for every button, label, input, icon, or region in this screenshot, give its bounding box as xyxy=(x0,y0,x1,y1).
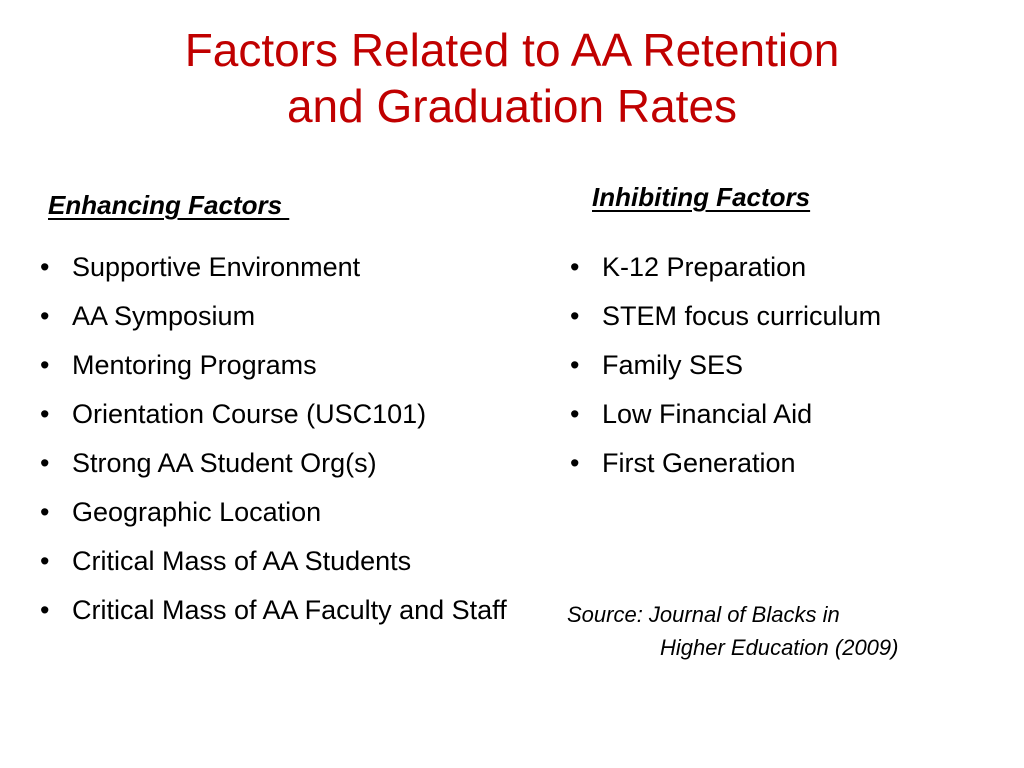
list-item-text: Critical Mass of AA Faculty and Staff xyxy=(72,595,507,625)
list-item xyxy=(26,545,546,577)
bullet-icon: • xyxy=(570,448,580,478)
bullet-icon: • xyxy=(40,497,50,527)
list-item-text: First Generation xyxy=(602,448,796,478)
list-item-text: Family SES xyxy=(602,350,744,380)
list-item xyxy=(26,594,512,626)
list-item xyxy=(556,349,996,381)
list-item-text: Critical Mass of AA Students xyxy=(72,546,412,576)
list-item xyxy=(556,251,996,283)
bullet-icon: • xyxy=(40,350,50,380)
inhibiting-factors-heading: Inhibiting Factors xyxy=(592,182,811,212)
list-item xyxy=(26,447,546,479)
bullet-icon: • xyxy=(40,448,50,478)
bullet-icon: • xyxy=(40,252,50,282)
bullet-icon: • xyxy=(40,595,50,625)
bullet-icon: • xyxy=(570,399,580,429)
list-item-text: AA Symposium xyxy=(72,301,256,331)
list-item xyxy=(556,447,996,479)
bullet-icon: • xyxy=(570,252,580,282)
source-citation-line-2: Higher Education (2009) xyxy=(660,635,899,660)
source-citation-line-1: Source: Journal of Blacks in xyxy=(567,602,840,627)
slide-title-line-2: and Graduation Rates xyxy=(286,80,738,132)
bullet-icon: • xyxy=(570,301,580,331)
list-item-text: STEM focus curriculum xyxy=(602,301,882,331)
list-item xyxy=(26,496,546,528)
list-item xyxy=(26,251,546,283)
list-item xyxy=(556,398,996,430)
bullet-icon: • xyxy=(40,546,50,576)
list-item xyxy=(26,300,546,332)
list-item-text: Supportive Environment xyxy=(72,252,361,282)
list-item xyxy=(26,349,546,381)
list-item xyxy=(556,300,996,332)
list-item-text: Mentoring Programs xyxy=(72,350,317,380)
slide-title xyxy=(0,22,1024,134)
list-item xyxy=(26,398,546,430)
list-item-text: Orientation Course (USC101) xyxy=(72,399,427,429)
source-citation xyxy=(567,598,898,664)
enhancing-factors-list xyxy=(26,251,546,643)
enhancing-factors-heading: Enhancing Factors xyxy=(48,190,290,220)
list-item-text: Geographic Location xyxy=(72,497,322,527)
bullet-icon: • xyxy=(40,301,50,331)
list-item-text: Strong AA Student Org(s) xyxy=(72,448,377,478)
slide-title-line-1: Factors Related to AA Retention xyxy=(184,24,840,76)
inhibiting-factors-list xyxy=(556,251,996,496)
list-item-text: K-12 Preparation xyxy=(602,252,807,282)
bullet-icon: • xyxy=(40,399,50,429)
list-item-text: Low Financial Aid xyxy=(602,399,813,429)
bullet-icon: • xyxy=(570,350,580,380)
